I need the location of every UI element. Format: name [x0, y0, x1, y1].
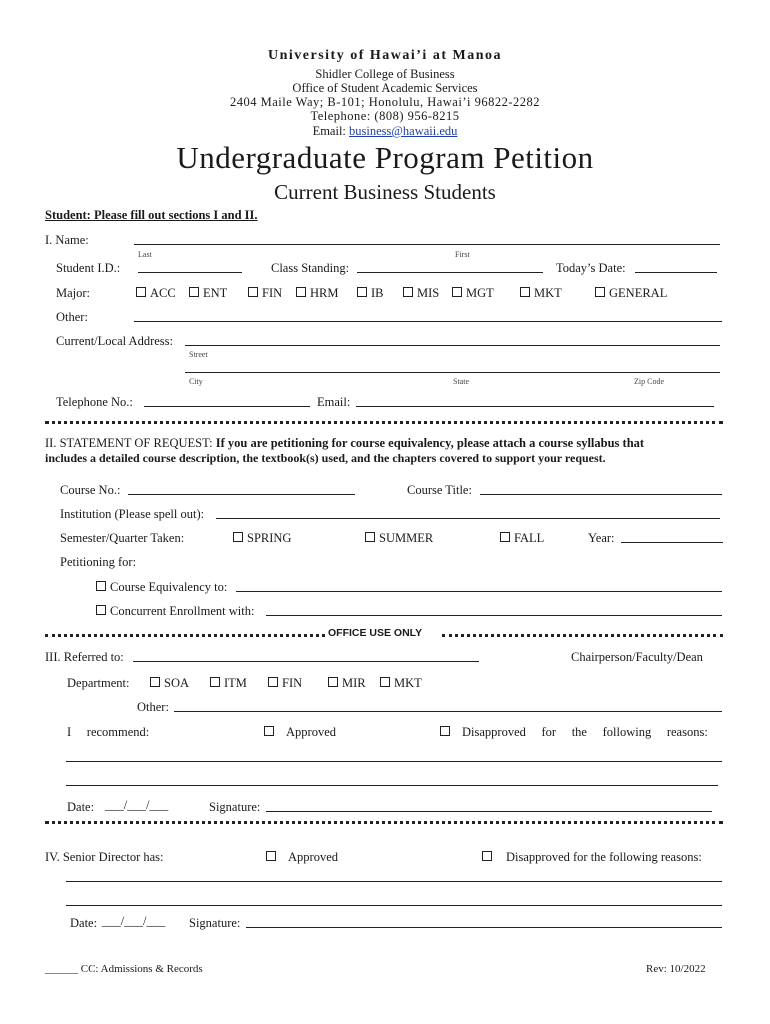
- other-major-label: Other:: [56, 310, 88, 324]
- reasons-line-2[interactable]: [66, 785, 718, 786]
- telephone-label: Telephone No.:: [56, 395, 133, 409]
- dept-other-field[interactable]: [174, 711, 722, 712]
- college-name: Shidler College of Business: [315, 67, 455, 81]
- student-id-field[interactable]: [138, 272, 242, 273]
- telephone-field[interactable]: [144, 406, 310, 407]
- major-option-mkt[interactable]: MKT: [520, 286, 562, 301]
- director-reasons-line-2[interactable]: [66, 905, 722, 906]
- checkbox-icon[interactable]: [403, 287, 413, 297]
- todays-date-field[interactable]: [635, 272, 717, 273]
- checkbox-icon[interactable]: [357, 287, 367, 297]
- dept-option-mkt[interactable]: MKT: [380, 676, 422, 691]
- major-option-ent[interactable]: ENT: [189, 286, 227, 301]
- semester-option-spring[interactable]: SPRING: [233, 531, 291, 546]
- checkbox-icon[interactable]: [380, 677, 390, 687]
- checkbox-icon[interactable]: [268, 677, 278, 687]
- office-divider-right: [442, 634, 723, 637]
- statement-instruction: includes a detailed course description, the textbook(s) used, and the chapters covered to support your request.: [45, 451, 606, 465]
- office-name: Office of Student Academic Services: [292, 81, 478, 95]
- checkbox-icon[interactable]: [365, 532, 375, 542]
- checkbox-icon[interactable]: [296, 287, 306, 297]
- section3-date-label: Date:: [67, 800, 95, 814]
- street-field[interactable]: [185, 345, 720, 346]
- petitioning-label: Petitioning for:: [60, 555, 137, 569]
- major-option-acc[interactable]: ACC: [136, 286, 176, 301]
- course-no-label: Course No.:: [60, 483, 121, 497]
- checkbox-icon[interactable]: [150, 677, 160, 687]
- institution-field[interactable]: [216, 518, 720, 519]
- city-caption: City: [189, 377, 203, 386]
- referred-field[interactable]: [133, 661, 479, 662]
- checkbox-icon[interactable]: [520, 287, 530, 297]
- senior-director-label: IV. Senior Director has:: [45, 850, 164, 864]
- city-state-zip-field[interactable]: [185, 372, 720, 373]
- page-subtitle: Current Business Students: [274, 180, 496, 204]
- state-caption: State: [453, 377, 469, 386]
- semester-label: Semester/Quarter Taken:: [60, 531, 185, 545]
- checkbox-icon[interactable]: [96, 605, 106, 615]
- class-standing-label: Class Standing:: [271, 261, 350, 275]
- director-disapproved[interactable]: Disapproved for the following reasons:: [482, 850, 702, 865]
- dept-option-itm[interactable]: ITM: [210, 676, 247, 691]
- major-option-hrm[interactable]: HRM: [296, 286, 338, 301]
- dept-option-fin[interactable]: FIN: [268, 676, 302, 691]
- checkbox-icon[interactable]: [452, 287, 462, 297]
- name-label: I. Name:: [45, 233, 89, 247]
- year-field[interactable]: [621, 542, 723, 543]
- course-equivalency-field[interactable]: [236, 591, 722, 592]
- dept-other-label: Other:: [137, 700, 169, 714]
- section-divider: [45, 421, 723, 424]
- checkbox-icon[interactable]: [248, 287, 258, 297]
- footer-cc: ______ CC: Admissions & Records: [45, 963, 203, 975]
- recommend-label: I recommend:: [67, 725, 150, 739]
- dept-option-soa[interactable]: SOA: [150, 676, 189, 691]
- year-label: Year:: [588, 531, 615, 545]
- office-telephone: Telephone: (808) 956-8215: [310, 109, 460, 123]
- section3-signature-field[interactable]: [266, 811, 712, 812]
- email-label: Email:: [312, 124, 346, 138]
- referred-label: III. Referred to:: [45, 650, 124, 664]
- option-concurrent-enrollment[interactable]: Concurrent Enrollment with:: [96, 604, 254, 619]
- todays-date-label: Today’s Date:: [556, 261, 626, 275]
- section-divider-2: [45, 821, 723, 824]
- director-approved[interactable]: Approved: [266, 850, 338, 865]
- address-label: Current/Local Address:: [56, 334, 173, 348]
- checkbox-icon[interactable]: [136, 287, 146, 297]
- section4-date-field[interactable]: ___/___/___: [102, 914, 166, 928]
- concurrent-enrollment-field[interactable]: [266, 615, 722, 616]
- recommend-disapproved[interactable]: Disapproved for the following reasons:: [440, 725, 708, 740]
- instructions: Student: Please fill out sections I and II.: [45, 208, 258, 222]
- page-title: Undergraduate Program Petition: [176, 140, 594, 175]
- checkbox-icon[interactable]: [440, 726, 450, 736]
- semester-option-summer[interactable]: SUMMER: [365, 531, 433, 546]
- office-use-label: OFFICE USE ONLY: [328, 627, 423, 639]
- major-option-ib[interactable]: IB: [357, 286, 384, 301]
- checkbox-icon[interactable]: [482, 851, 492, 861]
- dept-option-mir[interactable]: MIR: [328, 676, 366, 691]
- office-address: 2404 Maile Way; B-101; Honolulu, Hawai’i 96822-2282: [230, 95, 540, 109]
- student-email-label: Email:: [317, 395, 351, 409]
- street-caption: Street: [189, 350, 208, 359]
- student-id-label: Student I.D.:: [56, 261, 121, 275]
- checkbox-icon[interactable]: [96, 581, 106, 591]
- section3-date-field[interactable]: ___/___/___: [105, 798, 169, 812]
- name-field[interactable]: [134, 244, 720, 245]
- section3-signature-label: Signature:: [209, 800, 261, 814]
- checkbox-icon[interactable]: [264, 726, 274, 736]
- major-option-fin[interactable]: FIN: [248, 286, 282, 301]
- course-no-field[interactable]: [128, 494, 355, 495]
- checkbox-icon[interactable]: [210, 677, 220, 687]
- section4-signature-label: Signature:: [189, 916, 241, 930]
- zip-caption: Zip Code: [634, 377, 664, 386]
- major-option-mis[interactable]: MIS: [403, 286, 439, 301]
- university-name: University of Hawai’i at Manoa: [268, 48, 502, 63]
- checkbox-icon[interactable]: [233, 532, 243, 542]
- checkbox-icon[interactable]: [328, 677, 338, 687]
- footer-revision: Rev: 10/2022: [646, 963, 706, 975]
- course-title-field[interactable]: [480, 494, 722, 495]
- department-label: Department:: [67, 676, 130, 690]
- statement-heading: II. STATEMENT OF REQUEST: If you are petitioning for course equivalency, please attach a course syllabus that: [45, 436, 645, 450]
- class-standing-field[interactable]: [357, 272, 543, 273]
- director-reasons-line-1[interactable]: [66, 881, 722, 882]
- course-title-label: Course Title:: [407, 483, 472, 497]
- email-link[interactable]: business@hawaii.edu: [349, 124, 458, 138]
- checkbox-icon[interactable]: [189, 287, 199, 297]
- major-option-general[interactable]: GENERAL: [595, 286, 667, 301]
- major-label: Major:: [56, 286, 91, 300]
- last-name-caption: Last: [138, 250, 152, 259]
- reasons-line-1[interactable]: [66, 761, 722, 762]
- major-option-mgt[interactable]: MGT: [452, 286, 494, 301]
- section4-date-label: Date:: [70, 916, 98, 930]
- office-divider-left: [45, 634, 325, 637]
- chairperson-label: Chairperson/Faculty/Dean: [571, 650, 703, 664]
- other-major-field[interactable]: [134, 321, 722, 322]
- checkbox-icon[interactable]: [500, 532, 510, 542]
- option-course-equivalency[interactable]: Course Equivalency to:: [96, 580, 227, 595]
- institution-label: Institution (Please spell out):: [60, 507, 205, 521]
- first-name-caption: First: [455, 250, 470, 259]
- checkbox-icon[interactable]: [595, 287, 605, 297]
- office-email-line: [0, 124, 770, 139]
- student-email-field[interactable]: [356, 406, 714, 407]
- checkbox-icon[interactable]: [266, 851, 276, 861]
- recommend-approved[interactable]: Approved: [264, 725, 336, 740]
- semester-option-fall[interactable]: FALL: [500, 531, 544, 546]
- section4-signature-field[interactable]: [246, 927, 722, 928]
